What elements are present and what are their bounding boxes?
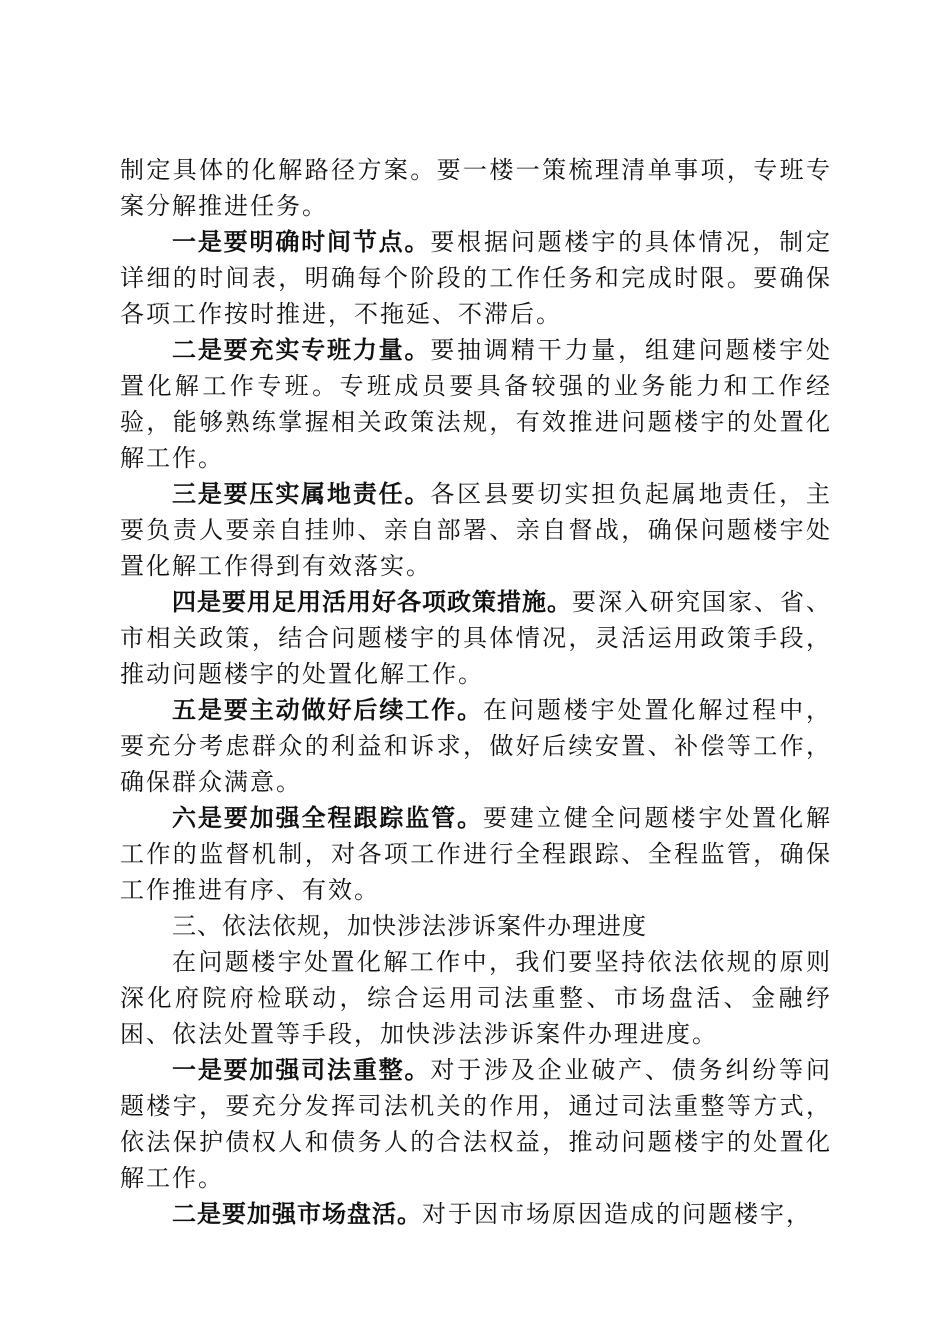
paragraph-text: 各区县要切实担负起属地责任，主要负责人要亲自挂帅、亲自部署、亲自督战，确保问题楼宇处置化解工作得到有效落实。 <box>120 480 833 580</box>
paragraph-lead: 五是要主动做好后续工作。 <box>172 696 483 724</box>
document-body <box>120 152 832 1232</box>
paragraph-point-4 <box>120 584 832 692</box>
paragraph-text: 对于涉及企业破产、债务纠纷等问题楼宇，要充分发挥司法机关的作用，通过司法重整等方式，依法保护债权人和债务人的合法权益，推动问题楼宇的处置化解工作。 <box>120 1056 833 1192</box>
paragraph-point-1 <box>120 224 832 332</box>
paragraph-intro <box>120 152 832 224</box>
paragraph-lead: 一是要加强司法重整。 <box>172 1056 431 1084</box>
paragraph-point-6 <box>120 800 832 908</box>
paragraph-text: 要抽调精干力量，组建问题楼宇处置化解工作专班。专班成员要具备较强的业务能力和工作经验，能够熟练掌握相关政策法规，有效推进问题楼宇的处置化解工作。 <box>120 336 833 472</box>
paragraph-text: 对于因市场原因造成的问题楼宇， <box>422 1200 812 1228</box>
paragraph-lead: 一是要明确时间节点。 <box>172 228 431 256</box>
paragraph-lead: 三是要压实属地责任。 <box>172 480 431 508</box>
paragraph-lead: 六是要加强全程跟踪监管。 <box>172 804 483 832</box>
section-heading: 三、依法依规，加快涉法涉诉案件办理进度 <box>172 912 647 940</box>
paragraph-point-5 <box>120 692 832 800</box>
paragraph-point-2 <box>120 332 832 476</box>
paragraph-section-point-1 <box>120 1052 832 1196</box>
paragraph-text: 要根据问题楼宇的具体情况，制定详细的时间表，明确每个阶段的工作任务和完成时限。要确保各项工作按时推进，不拖延、不滞后。 <box>120 228 833 328</box>
paragraph-text: 要建立健全问题楼宇处置化解工作的监督机制，对各项工作进行全程跟踪、全程监管，确保工作推进有序、有效。 <box>120 804 832 904</box>
paragraph-text: 在问题楼宇处置化解过程中，要充分考虑群众的利益和诉求，做好后续安置、补偿等工作，确保群众满意。 <box>120 696 832 796</box>
paragraph-text: 在问题楼宇处置化解工作中，我们要坚持依法依规的原则深化府院府检联动，综合运用司法重整、市场盘活、金融纾困、依法处置等手段，加快涉法涉诉案件办理进度。 <box>120 948 832 1048</box>
paragraph-lead: 二是要加强市场盘活。 <box>172 1200 422 1228</box>
paragraph-section-intro <box>120 944 832 1052</box>
paragraph-lead: 二是要充实专班力量。 <box>172 336 431 364</box>
paragraph-text: 要深入研究国家、省、市相关政策，结合问题楼宇的具体情况，灵活运用政策手段，推动问题楼宇的处置化解工作。 <box>120 588 832 688</box>
paragraph-section-point-2 <box>120 1196 832 1232</box>
paragraph-lead: 四是要用足用活用好各项政策措施。 <box>172 588 572 616</box>
paragraph-point-3 <box>120 476 832 584</box>
paragraph-text: 制定具体的化解路径方案。要一楼一策梳理清单事项，专班专案分解推进任务。 <box>120 156 832 220</box>
